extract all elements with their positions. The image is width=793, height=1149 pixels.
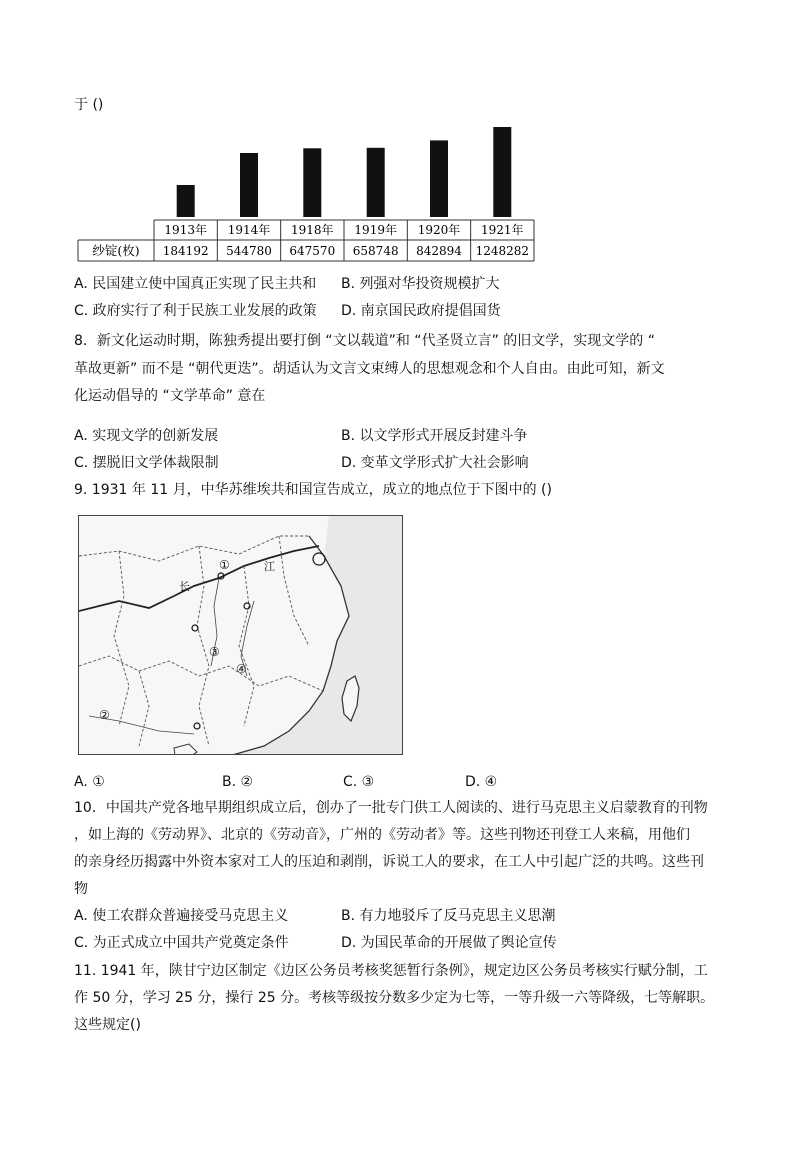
bar-2 xyxy=(303,148,321,217)
year-label: 1914年 xyxy=(227,223,271,237)
map-svg xyxy=(79,516,403,755)
q7-option-c: C. 政府实行了利于民族工业发展的政策 xyxy=(74,303,317,319)
q9-option-d: D. ④ xyxy=(465,774,498,790)
value-label: 647570 xyxy=(289,244,336,258)
bar-chart xyxy=(0,0,793,270)
q11-stem-line-3: 这些规定() xyxy=(74,1017,141,1033)
table-row-label: 纱锭(枚) xyxy=(92,243,140,258)
q8-option-c: C. 摆脱旧文学体裁限制 xyxy=(74,455,219,471)
value-label: 544780 xyxy=(226,244,272,258)
year-label: 1913年 xyxy=(164,223,207,237)
hainan-hint xyxy=(174,744,197,755)
bar-1 xyxy=(240,153,258,217)
year-label: 1918年 xyxy=(291,223,334,237)
q8-stem-line-1: 8．新文化运动时期，陈独秀提出要打倒 “文以载道”和 “代圣贤立言” 的旧文学，实现文学的 “ xyxy=(74,333,655,349)
q11-stem-line-2: 作 50 分，学习 25 分，操行 25 分。考核等级按分数多少定为七等，一等升级一六等降级，七等解职。 xyxy=(74,990,715,1006)
yangtze-river xyxy=(79,546,319,611)
q7-option-b: B. 列强对华投资规模扩大 xyxy=(341,276,500,292)
q8-stem-line-2: 革故更新” 而不是 “朝代更迭”。胡适认为文言文束缚人的思想观念和个人自由。由此可知，新文 xyxy=(74,361,665,377)
q10-option-b: B. 有力地驳斥了反马克思主义思潮 xyxy=(341,908,556,924)
map-label-4: ④ xyxy=(236,662,247,676)
bar-5 xyxy=(493,127,511,217)
map-label-1: ① xyxy=(219,558,230,572)
value-label: 1248282 xyxy=(475,244,530,258)
bar-3 xyxy=(367,148,385,217)
q9-option-b: B. ② xyxy=(222,774,254,790)
q8-option-b: B. 以文学形式开展反封建斗争 xyxy=(341,428,528,444)
q10-option-c: C. 为正式成立中国共产党奠定条件 xyxy=(74,935,289,951)
map-label-3: ③ xyxy=(209,645,220,659)
bar-4 xyxy=(430,140,448,217)
bar-0 xyxy=(177,185,195,217)
sea-area xyxy=(229,516,403,755)
value-label: 842894 xyxy=(416,244,462,258)
q10-stem-line-4: 物 xyxy=(74,881,88,897)
q7-option-d: D. 南京国民政府提倡国货 xyxy=(341,303,501,319)
q10-option-a: A. 使工农群众普遍接受马克思主义 xyxy=(74,908,289,924)
map-label-jiang: 江 xyxy=(264,560,275,573)
q9-option-c: C. ③ xyxy=(343,774,375,790)
q7-stem-tail: 于 () xyxy=(74,97,104,113)
q10-option-d: D. 为国民革命的开展做了舆论宣传 xyxy=(341,935,557,951)
q10-stem-line-2: ，如上海的《劳动界》、北京的《劳动音》，广州的《劳动者》等。这些刊物还刊登工人来稿，用他们 xyxy=(74,827,690,843)
q8-option-d: D. 变革文学形式扩大社会影响 xyxy=(341,455,529,471)
q10-stem-line-3: 的亲身经历揭露中外资本家对工人的压迫和剥削，诉说工人的要求，在工人中引起广泛的共鸣。这些刊 xyxy=(74,854,704,870)
map-label-2: ② xyxy=(99,708,110,722)
year-label: 1921年 xyxy=(481,223,524,237)
q9-option-a: A. ① xyxy=(74,774,105,790)
year-label: 1919年 xyxy=(354,223,397,237)
value-label: 658748 xyxy=(352,244,399,258)
q8-stem-line-3: 化运动倡导的 “文学革命” 意在 xyxy=(74,388,266,404)
year-label: 1920年 xyxy=(417,223,461,237)
map-label-chang: 长 xyxy=(179,580,190,593)
bars-group xyxy=(177,127,512,217)
q10-stem-line-1: 10．中国共产党各地早期组织成立后，创办了一批专门供工人阅读的、进行马克思主义启蒙教育的刊物 xyxy=(74,800,708,816)
q7-option-a: A. 民国建立使中国真正实现了民主共和 xyxy=(74,276,317,292)
q9-stem: 9. 1931 年 11 月，中华苏维埃共和国宣告成立，成立的地点位于下图中的 () xyxy=(74,482,552,498)
province-borders xyxy=(79,536,323,746)
q11-stem-line-1: 11. 1941 年，陕甘宁边区制定《边区公务员考核奖惩暂行条例》，规定边区公务员考核实行赋分制，工 xyxy=(74,963,708,979)
map-figure xyxy=(78,515,403,755)
q8-option-a: A. 实现文学的创新发展 xyxy=(74,428,219,444)
value-label: 184192 xyxy=(162,244,209,258)
